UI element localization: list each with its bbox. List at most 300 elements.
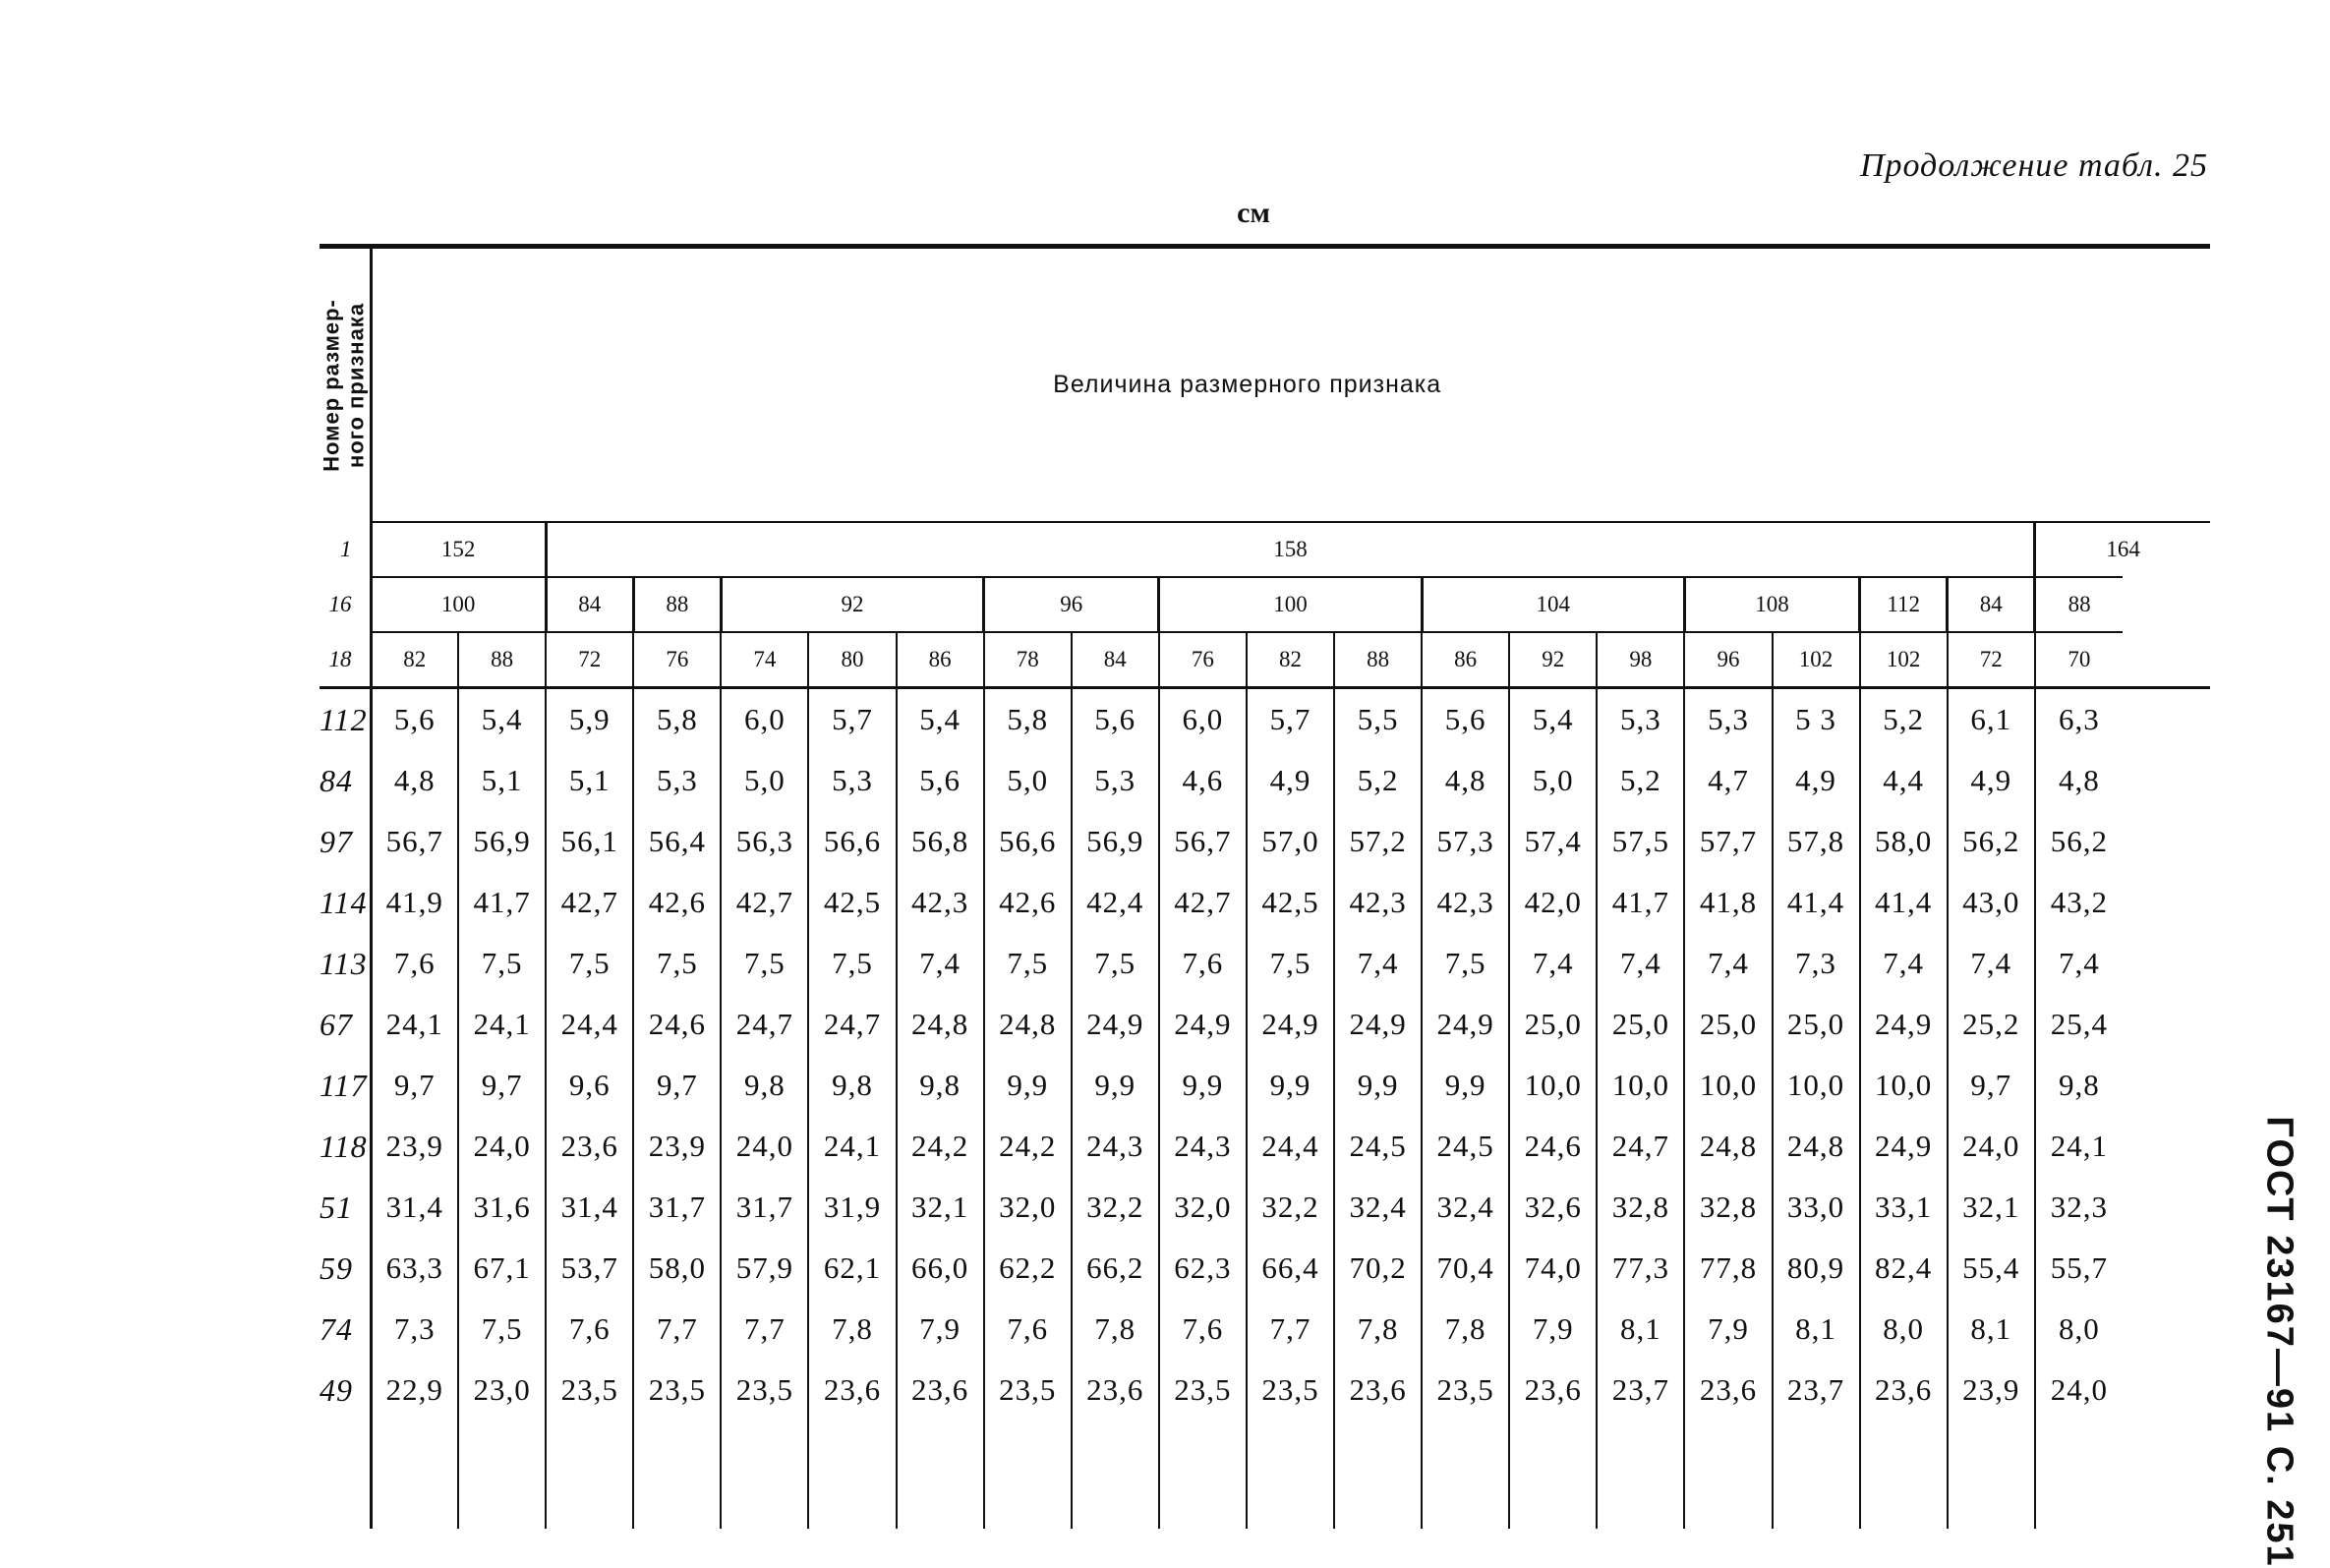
- table-cell: 31,9: [808, 1177, 896, 1238]
- table-cell: 7,4: [897, 933, 984, 994]
- table-cell: 24,9: [1860, 1116, 1948, 1177]
- table-cell: 23,6: [1072, 1360, 1159, 1421]
- table-cell: 42,4: [1072, 872, 1159, 933]
- table-cell: 23,5: [721, 1360, 808, 1421]
- table-cell: 9,9: [1422, 1055, 1509, 1116]
- table-cell: 32,0: [984, 1177, 1072, 1238]
- table-cell: 7,5: [458, 933, 546, 994]
- table-row: [320, 750, 2210, 811]
- table-cell: 4,8: [371, 750, 458, 811]
- table-cell: 56,4: [633, 811, 721, 872]
- filler-cell: [1159, 1421, 1247, 1529]
- table-row: [320, 1299, 2210, 1360]
- table-cell: 58,0: [1860, 811, 1948, 872]
- table-cell: 24,7: [808, 994, 896, 1055]
- table-cell: 9,7: [458, 1055, 546, 1116]
- table-cell: 56,8: [897, 811, 984, 872]
- table-cell: 24,7: [1597, 1116, 1684, 1177]
- table-cell: 5,6: [1422, 688, 1509, 751]
- table-cell: 56,6: [808, 811, 896, 872]
- table-cell: 7,5: [633, 933, 721, 994]
- table-cell: 24,9: [1860, 994, 1948, 1055]
- filler-cell: [1422, 1421, 1509, 1529]
- filler-cell: [2035, 1421, 2123, 1529]
- table-cell: 24,1: [371, 994, 458, 1055]
- table-cell: 58,0: [633, 1238, 721, 1299]
- param-label: 1: [320, 522, 371, 577]
- table-cell: 23,9: [1948, 1360, 2035, 1421]
- filler-cell: [1684, 1421, 1772, 1529]
- table-cell: 8,0: [2035, 1299, 2123, 1360]
- waist-value: 98: [1597, 632, 1684, 688]
- table-cell: 7,5: [458, 1299, 546, 1360]
- table-cell: 5,4: [897, 688, 984, 751]
- table-cell: 23,6: [897, 1360, 984, 1421]
- table-cell: 25,0: [1773, 994, 1860, 1055]
- table-cell: 25,4: [2035, 994, 2123, 1055]
- filler-cell: [721, 1421, 808, 1529]
- table-cell: 5,3: [1597, 688, 1684, 751]
- table-cell: 24,3: [1159, 1116, 1247, 1177]
- table-cell: 7,8: [1072, 1299, 1159, 1360]
- table-cell: 5,9: [546, 688, 633, 751]
- table-cell: 8,1: [1773, 1299, 1860, 1360]
- table-cell: 5,7: [808, 688, 896, 751]
- table-cell: 5,3: [1684, 688, 1772, 751]
- table-cell: 24,8: [1684, 1116, 1772, 1177]
- table-cell: 10,0: [1509, 1055, 1597, 1116]
- table-cell: 23,6: [1860, 1360, 1948, 1421]
- waist-value: 82: [1247, 632, 1334, 688]
- table-cell: 80,9: [1773, 1238, 1860, 1299]
- table-cell: 9,8: [897, 1055, 984, 1116]
- row-number: 67: [320, 994, 371, 1055]
- table-cell: 5,4: [1509, 688, 1597, 751]
- filler-cell: [1247, 1421, 1334, 1529]
- table-row: [320, 1238, 2210, 1299]
- table-cell: 5,1: [546, 750, 633, 811]
- table-cell: 24,9: [1247, 994, 1334, 1055]
- table-cell: 7,5: [721, 933, 808, 994]
- table-cell: 57,8: [1773, 811, 1860, 872]
- table-cell: 24,1: [808, 1116, 896, 1177]
- table-cell: 7,9: [1509, 1299, 1597, 1360]
- table-cell: 5,3: [633, 750, 721, 811]
- table-cell: 25,0: [1684, 994, 1772, 1055]
- table-row: [320, 1360, 2210, 1421]
- table-cell: 23,6: [808, 1360, 896, 1421]
- table-cell: 10,0: [1860, 1055, 1948, 1116]
- table-cell: 33,1: [1860, 1177, 1948, 1238]
- table-cell: 32,6: [1509, 1177, 1597, 1238]
- waist-value: 88: [458, 632, 546, 688]
- table-cell: 24,8: [1773, 1116, 1860, 1177]
- table-cell: 32,3: [2035, 1177, 2123, 1238]
- table-cell: 5,3: [1072, 750, 1159, 811]
- table-body: [320, 688, 2210, 1530]
- table-cell: 43,2: [2035, 872, 2123, 933]
- waist-value: 80: [808, 632, 896, 688]
- table-cell: 31,7: [633, 1177, 721, 1238]
- table-cell: 9,7: [633, 1055, 721, 1116]
- table-cell: 5,6: [1072, 688, 1159, 751]
- table-cell: 5,6: [897, 750, 984, 811]
- table-cell: 5,0: [1509, 750, 1597, 811]
- table-cell: 62,3: [1159, 1238, 1247, 1299]
- table-cell: 4,8: [1422, 750, 1509, 811]
- table-cell: 8,0: [1860, 1299, 1948, 1360]
- param-label: 18: [320, 632, 371, 688]
- table-cell: 5,0: [984, 750, 1072, 811]
- table-cell: 24,2: [897, 1116, 984, 1177]
- table-cell: 4,4: [1860, 750, 1948, 811]
- waist-value: 82: [371, 632, 458, 688]
- table-cell: 6,3: [2035, 688, 2123, 751]
- table-cell: 42,7: [1159, 872, 1247, 933]
- table-cell: 24,5: [1422, 1116, 1509, 1177]
- table-cell: 42,3: [1334, 872, 1422, 933]
- table-cell: 41,7: [1597, 872, 1684, 933]
- table-cell: 6,1: [1948, 688, 2035, 751]
- measurement-table: [320, 244, 2210, 1529]
- table-cell: 41,8: [1684, 872, 1772, 933]
- table-cell: 7,3: [371, 1299, 458, 1360]
- table-cell: 24,8: [984, 994, 1072, 1055]
- chest-group: 108: [1684, 577, 1859, 632]
- table-header: [320, 247, 2210, 688]
- table-cell: 57,5: [1597, 811, 1684, 872]
- height-group: 164: [2035, 522, 2210, 577]
- standard-page-number: ГОСТ 23167—91 С. 251: [2258, 1116, 2301, 1568]
- table-cell: 6,0: [1159, 688, 1247, 751]
- table-cell: 7,4: [1334, 933, 1422, 994]
- table-cell: 32,2: [1072, 1177, 1159, 1238]
- table-cell: 7,8: [1422, 1299, 1509, 1360]
- table-cell: 43,0: [1948, 872, 2035, 933]
- table-cell: 57,0: [1247, 811, 1334, 872]
- table-cell: 24,0: [1948, 1116, 2035, 1177]
- table-cell: 6,0: [721, 688, 808, 751]
- table-cell: 5,0: [721, 750, 808, 811]
- table-cell: 24,9: [1422, 994, 1509, 1055]
- waist-value: 86: [1422, 632, 1509, 688]
- table-cell: 10,0: [1773, 1055, 1860, 1116]
- table-cell: 41,7: [458, 872, 546, 933]
- table-row: [320, 1055, 2210, 1116]
- waist-value: 86: [897, 632, 984, 688]
- table-cell: 23,7: [1773, 1360, 1860, 1421]
- table-cell: 42,6: [633, 872, 721, 933]
- filler-cell: [1072, 1421, 1159, 1529]
- table-cell: 4,7: [1684, 750, 1772, 811]
- table-cell: 23,5: [546, 1360, 633, 1421]
- table-cell: 56,9: [458, 811, 546, 872]
- table-cell: 42,7: [721, 872, 808, 933]
- table-cell: 5,3: [808, 750, 896, 811]
- table-cell: 4,6: [1159, 750, 1247, 811]
- waist-value: 92: [1509, 632, 1597, 688]
- row-number: 51: [320, 1177, 371, 1238]
- height-group: 152: [371, 522, 546, 577]
- table-cell: 32,4: [1422, 1177, 1509, 1238]
- table-cell: 7,3: [1773, 933, 1860, 994]
- waist-value: 102: [1860, 632, 1948, 688]
- row-number: 84: [320, 750, 371, 811]
- table-cell: 24,2: [984, 1116, 1072, 1177]
- table-cell: 62,1: [808, 1238, 896, 1299]
- table-cell: 5,7: [1247, 688, 1334, 751]
- table-cell: 53,7: [546, 1238, 633, 1299]
- filler-cell: [808, 1421, 896, 1529]
- height-group: 158: [546, 522, 2035, 577]
- table-cell: 4,9: [1247, 750, 1334, 811]
- table-cell: 32,8: [1684, 1177, 1772, 1238]
- table-cell: 42,5: [808, 872, 896, 933]
- table-cell: 70,2: [1334, 1238, 1422, 1299]
- table-cell: 24,1: [2035, 1116, 2123, 1177]
- filler-cell: [1948, 1421, 2035, 1529]
- table-cell: 42,3: [1422, 872, 1509, 933]
- table-cell: 66,4: [1247, 1238, 1334, 1299]
- table-cell: 7,5: [1247, 933, 1334, 994]
- table-cell: 9,7: [1948, 1055, 2035, 1116]
- filler-cell: [633, 1421, 721, 1529]
- table-cell: 63,3: [371, 1238, 458, 1299]
- table-cell: 56,1: [546, 811, 633, 872]
- table-cell: 41,9: [371, 872, 458, 933]
- chest-group: 88: [2035, 577, 2123, 632]
- chest-group: 112: [1860, 577, 1948, 632]
- table-cell: 32,8: [1597, 1177, 1684, 1238]
- row-header-cell: [320, 247, 371, 523]
- table-cell: 8,1: [1948, 1299, 2035, 1360]
- row-header-label: Номер размер- ного признака: [319, 299, 370, 472]
- table-cell: 7,9: [1684, 1299, 1772, 1360]
- row-number: 59: [320, 1238, 371, 1299]
- table-cell: 7,6: [984, 1299, 1072, 1360]
- table-cell: 74,0: [1509, 1238, 1597, 1299]
- table-cell: 77,3: [1597, 1238, 1684, 1299]
- table-row: [320, 688, 2210, 751]
- table-cell: 24,8: [897, 994, 984, 1055]
- filler-cell: [458, 1421, 546, 1529]
- table-cell: 9,9: [1159, 1055, 1247, 1116]
- table-cell: 7,8: [808, 1299, 896, 1360]
- chest-group: 104: [1422, 577, 1684, 632]
- table-cell: 7,7: [1247, 1299, 1334, 1360]
- table-cell: 5,4: [458, 688, 546, 751]
- chest-group: 100: [371, 577, 546, 632]
- table-cell: 41,4: [1773, 872, 1860, 933]
- chest-group: 84: [546, 577, 633, 632]
- table-cell: 31,4: [546, 1177, 633, 1238]
- table-cell: 42,5: [1247, 872, 1334, 933]
- table-continuation-caption: Продолжение табл. 25: [1859, 147, 2208, 184]
- table-cell: 32,0: [1159, 1177, 1247, 1238]
- chest-group: 96: [984, 577, 1159, 632]
- table-cell: 24,9: [1159, 994, 1247, 1055]
- row-number: 49: [320, 1360, 371, 1421]
- filler-cell: [371, 1421, 458, 1529]
- table-cell: 24,1: [458, 994, 546, 1055]
- chest-group: 88: [633, 577, 721, 632]
- table-cell: 7,4: [1597, 933, 1684, 994]
- table-cell: 23,6: [1684, 1360, 1772, 1421]
- table-cell: 23,6: [1334, 1360, 1422, 1421]
- table-cell: 7,9: [897, 1299, 984, 1360]
- table-cell: 24,6: [1509, 1116, 1597, 1177]
- table-cell: 5,6: [371, 688, 458, 751]
- table-row: [320, 811, 2210, 872]
- table-cell: 56,2: [2035, 811, 2123, 872]
- table-cell: 5,1: [458, 750, 546, 811]
- table-cell: 5,5: [1334, 688, 1422, 751]
- table-cell: 9,9: [1247, 1055, 1334, 1116]
- chest-group: 84: [1948, 577, 2035, 632]
- filler-cell: [320, 1421, 371, 1529]
- table-cell: 7,5: [1422, 933, 1509, 994]
- table-cell: 9,8: [721, 1055, 808, 1116]
- table-cell: 57,4: [1509, 811, 1597, 872]
- table-cell: 66,0: [897, 1238, 984, 1299]
- table-cell: 9,8: [808, 1055, 896, 1116]
- table-cell: 57,9: [721, 1238, 808, 1299]
- row-number: 74: [320, 1299, 371, 1360]
- table-cell: 56,6: [984, 811, 1072, 872]
- waist-value: 72: [546, 632, 633, 688]
- table-cell: 9,7: [371, 1055, 458, 1116]
- table-cell: 7,7: [721, 1299, 808, 1360]
- table-cell: 32,4: [1334, 1177, 1422, 1238]
- waist-value: 78: [984, 632, 1072, 688]
- table-cell: 23,5: [1159, 1360, 1247, 1421]
- table-cell: 24,4: [546, 994, 633, 1055]
- filler-cell: [984, 1421, 1072, 1529]
- table-cell: 23,5: [984, 1360, 1072, 1421]
- filler-cell: [1509, 1421, 1597, 1529]
- table-cell: 56,9: [1072, 811, 1159, 872]
- table-cell: 55,7: [2035, 1238, 2123, 1299]
- table-cell: 24,0: [721, 1116, 808, 1177]
- table-cell: 77,8: [1684, 1238, 1772, 1299]
- waist-value: 102: [1773, 632, 1860, 688]
- table-cell: 24,9: [1334, 994, 1422, 1055]
- table-cell: 23,5: [1247, 1360, 1334, 1421]
- table-cell: 22,9: [371, 1360, 458, 1421]
- table-cell: 23,6: [1509, 1360, 1597, 1421]
- table-cell: 25,2: [1948, 994, 2035, 1055]
- table-row: [320, 1177, 2210, 1238]
- table-cell: 5,2: [1334, 750, 1422, 811]
- table-cell: 23,5: [1422, 1360, 1509, 1421]
- table-row: [320, 872, 2210, 933]
- table-cell: 23,9: [633, 1116, 721, 1177]
- table-cell: 32,2: [1247, 1177, 1334, 1238]
- table-cell: 56,7: [371, 811, 458, 872]
- table-cell: 23,9: [371, 1116, 458, 1177]
- table-cell: 32,1: [897, 1177, 984, 1238]
- filler-cell: [1597, 1421, 1684, 1529]
- table-cell: 56,2: [1948, 811, 2035, 872]
- table-cell: 9,8: [2035, 1055, 2123, 1116]
- table-cell: 5,8: [633, 688, 721, 751]
- table-cell: 5 3: [1773, 688, 1860, 751]
- table-cell: 24,5: [1334, 1116, 1422, 1177]
- table-cell: 10,0: [1597, 1055, 1684, 1116]
- table-cell: 24,6: [633, 994, 721, 1055]
- table-row: [320, 994, 2210, 1055]
- param-label: 16: [320, 577, 371, 632]
- table-cell: 24,9: [1072, 994, 1159, 1055]
- table-cell: 41,4: [1860, 872, 1948, 933]
- table-cell: 8,1: [1597, 1299, 1684, 1360]
- table-cell: 42,0: [1509, 872, 1597, 933]
- table-cell: 5,2: [1597, 750, 1684, 811]
- table-cell: 57,7: [1684, 811, 1772, 872]
- table-cell: 23,5: [633, 1360, 721, 1421]
- waist-value: 72: [1948, 632, 2035, 688]
- filler-cell: [1334, 1421, 1422, 1529]
- table-cell: 7,4: [1860, 933, 1948, 994]
- row-number: 113: [320, 933, 371, 994]
- chest-group: 100: [1159, 577, 1422, 632]
- table-cell: 42,6: [984, 872, 1072, 933]
- table-cell: 9,9: [984, 1055, 1072, 1116]
- table-cell: 31,7: [721, 1177, 808, 1238]
- table-cell: 5,8: [984, 688, 1072, 751]
- waist-value: 74: [721, 632, 808, 688]
- table-cell: 31,4: [371, 1177, 458, 1238]
- table-cell: 7,6: [1159, 1299, 1247, 1360]
- table-cell: 55,4: [1948, 1238, 2035, 1299]
- table-cell: 67,1: [458, 1238, 546, 1299]
- row-number: 117: [320, 1055, 371, 1116]
- chest-group: 92: [721, 577, 983, 632]
- table-cell: 7,4: [1684, 933, 1772, 994]
- table-cell: 24,7: [721, 994, 808, 1055]
- table-cell: 7,6: [1159, 933, 1247, 994]
- table-row: [320, 1116, 2210, 1177]
- table-cell: 7,6: [546, 1299, 633, 1360]
- filler-cell: [546, 1421, 633, 1529]
- table-cell: 9,9: [1072, 1055, 1159, 1116]
- table-cell: 23,7: [1597, 1360, 1684, 1421]
- table-cell: 7,5: [808, 933, 896, 994]
- table-cell: 24,4: [1247, 1116, 1334, 1177]
- table-cell: 24,0: [458, 1116, 546, 1177]
- waist-value: 88: [1334, 632, 1422, 688]
- table-cell: 23,0: [458, 1360, 546, 1421]
- table-cell: 7,4: [1948, 933, 2035, 994]
- row-number: 118: [320, 1116, 371, 1177]
- waist-value: 76: [633, 632, 721, 688]
- table-cell: 7,4: [2035, 933, 2123, 994]
- table-cell: 56,3: [721, 811, 808, 872]
- table-cell: 7,7: [633, 1299, 721, 1360]
- table-row: [320, 933, 2210, 994]
- table-cell: 24,0: [2035, 1360, 2123, 1421]
- table-cell: 25,0: [1597, 994, 1684, 1055]
- table-cell: 10,0: [1684, 1055, 1772, 1116]
- table-cell: 4,9: [1948, 750, 2035, 811]
- table-cell: 42,3: [897, 872, 984, 933]
- table-cell: 56,7: [1159, 811, 1247, 872]
- filler-cell: [1860, 1421, 1948, 1529]
- table-cell: 7,5: [1072, 933, 1159, 994]
- table-cell: 7,5: [984, 933, 1072, 994]
- page-side-label: [2249, 1116, 2308, 1568]
- table-cell: 33,0: [1773, 1177, 1860, 1238]
